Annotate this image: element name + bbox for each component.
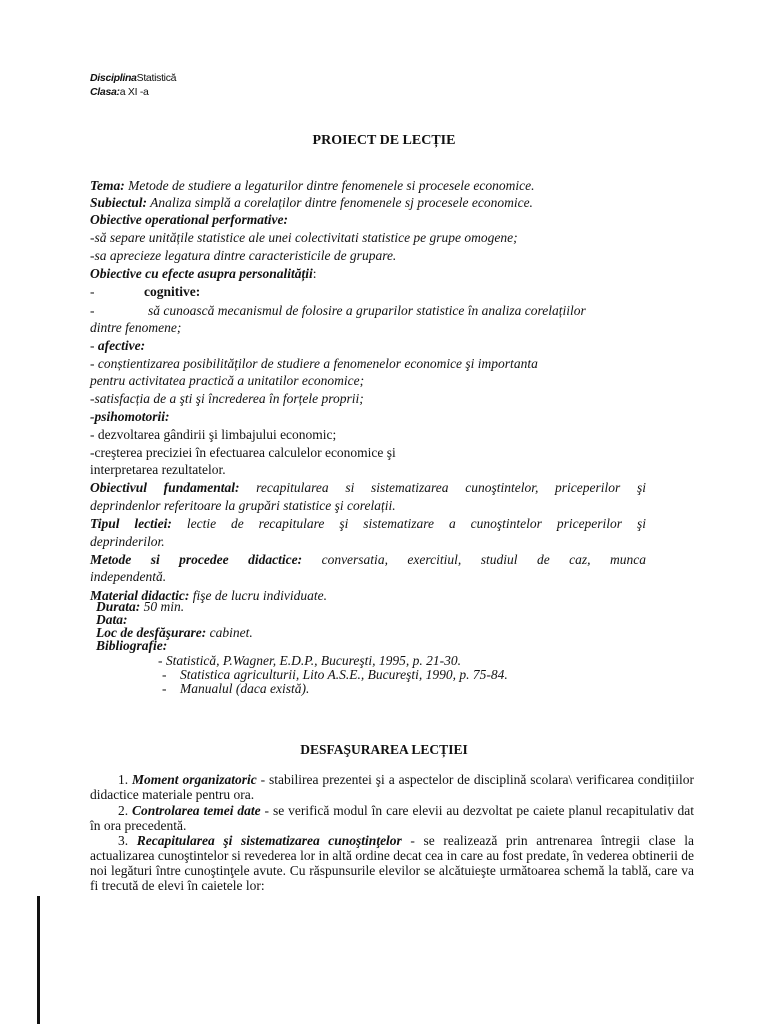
afective-dash: - — [90, 338, 98, 353]
clasa-line — [90, 86, 149, 98]
afective-line-2: pentru activitatea practică a unitatilor economice; — [90, 373, 365, 388]
obiective-op-item-2: -sa aprecieze legatura dintre caracteristicile de grupare. — [90, 248, 397, 263]
cognitive-dash-2: - — [90, 303, 95, 318]
psihomotorii-line-3: interpretarea rezultatelor. — [90, 462, 226, 477]
cognitive-line-1: să cunoască mecanismul de folosire a gruparilor statistice în analiza corelațiilor — [148, 303, 586, 318]
desfasurare-title: DESFAŞURAREA LECȚIEI — [300, 742, 468, 757]
step-3-text: - se realizează prin antrenarea întregii clase la actualizarea cunoştintelor si revederea lor in altă ordine decat cea in care au fost predate, în vederea obtinerii de noi legături între cunoştinţele avute. Cu răspunsurile elevilor se alcătuieşte următoarea schemă la tablă, care va fi trecută de elevi în caietele lor: — [90, 833, 695, 893]
obiectivul-fundamental-label: Obiectivul fundamental: — [90, 480, 240, 495]
data-label: Data: — [96, 612, 128, 627]
cognitive-line-2: dintre fenomene; — [90, 320, 182, 335]
tipul-lectiei-text: lectie de recapitulare şi sistematizare a cunoştintelor priceperilor şi — [171, 516, 646, 531]
durata-text: 50 min. — [140, 599, 185, 614]
obiective-pers-colon: : — [312, 266, 317, 281]
subiectul-line — [90, 194, 533, 212]
clasa-label: Clasa: — [90, 86, 120, 98]
psihomotorii-line-2: -creşterea preciziei în efectuarea calculelor economice şi — [90, 445, 396, 460]
obiective-pers-label: Obiective cu efecte asupra personalității — [90, 266, 313, 281]
step-1 — [90, 772, 694, 802]
disciplina-line — [90, 72, 176, 84]
obiective-pers-line — [90, 265, 316, 283]
tipul-lectiei-line-2: deprinderilor. — [90, 534, 165, 549]
step-3 — [90, 833, 694, 893]
afective-line-3: -satisfacția de a şti şi încrederea în forțele proprii; — [90, 391, 364, 406]
step-3-label: Recapitularea şi sistematizarea cunoştinţelor — [136, 833, 402, 848]
obiectivul-fundamental-line-2: deprindenlor referitoare la grupări statistice şi corelații. — [90, 498, 396, 513]
subiectul-text: Analiza simplă a corelaților dintre fenomenele sj procesele economice. — [147, 195, 533, 210]
step-2-text: - se verifică modul în care elevii au dezvoltat pe caiete planul recapitulativ dat în ora precedentă. — [90, 803, 694, 833]
step-2-number: 2. — [118, 803, 133, 818]
tema-label: Tema: — [90, 178, 125, 193]
bibliografie-item-3: - Manualul (daca există). — [162, 681, 310, 696]
loc-label: Loc de desfăşurare: — [96, 625, 207, 640]
step-1-text: - stabilirea prezentei şi a aspectelor de disciplină scolara\ verificarea condițiilor didactice materiale pentru ora. — [90, 772, 694, 802]
tipul-lectiei-line-1 — [90, 515, 646, 533]
step-2-label: Controlarea temei date — [132, 803, 261, 818]
obiectivul-fundamental-text: recapitularea si sistematizarea cunoştintelor, priceperilor şi — [239, 480, 646, 495]
disciplina-label: Disciplina — [90, 72, 137, 84]
afective-line — [90, 337, 145, 355]
step-3-number: 3. — [118, 833, 137, 848]
tema-text: Metode de studiere a legaturilor dintre fenomenele si procesele economice. — [124, 178, 535, 193]
afective-line-1: - conștientizarea posibilităților de studiere a fenomenelor economice şi importanta — [90, 356, 538, 371]
margin-rule — [37, 896, 40, 1024]
bibliografie-label: Bibliografie: — [96, 638, 168, 653]
material-text: fişe de lucru individuate. — [189, 588, 327, 603]
metode-text: conversatia, exercitiul, studiul de caz, munca — [302, 552, 646, 567]
clasa-value: a XI -a — [119, 86, 149, 98]
loc-text: cabinet. — [206, 625, 253, 640]
material-label: Material didactic: — [90, 588, 190, 603]
durata-label: Durata: — [96, 599, 141, 614]
obiectivul-fundamental-line-1 — [90, 479, 646, 497]
tipul-lectiei-label: Tipul lectiei: — [90, 516, 172, 531]
step-1-number: 1. — [118, 772, 133, 787]
step-1-label: Moment organizatoric — [132, 772, 257, 787]
metode-line-1 — [90, 551, 646, 569]
metode-line-2: independentă. — [90, 569, 167, 584]
obiective-op-label: Obiective operational performative: — [90, 212, 288, 227]
step-2 — [90, 803, 694, 833]
subiectul-label: Subiectul: — [90, 195, 148, 210]
metode-label: Metode si procedee didactice: — [90, 552, 303, 567]
disciplina-value: Statistică — [136, 72, 177, 84]
tema-line — [90, 177, 535, 195]
cognitive-dash: - — [90, 284, 95, 299]
afective-label: afective: — [97, 338, 146, 353]
psihomotorii-label: -psihomotorii: — [90, 409, 170, 424]
cognitive-label: cognitive: — [144, 284, 201, 299]
psihomotorii-line-1: - dezvoltarea gândirii şi limbajului economic; — [90, 427, 337, 442]
obiective-op-item-1: -să separe unitățile statistice ale unei colectivitati statistice pe grupe omogene; — [90, 230, 518, 245]
page-title: PROIECT DE LECȚIE — [312, 133, 456, 148]
bibliografie-item-2: - Statistica agriculturii, Lito A.S.E., Bucureşti, 1990, p. 75-84. — [162, 667, 508, 682]
bibliografie-item-1: - Statistică, P.Wagner, E.D.P., Bucureşti, 1995, p. 21-30. — [158, 653, 461, 668]
